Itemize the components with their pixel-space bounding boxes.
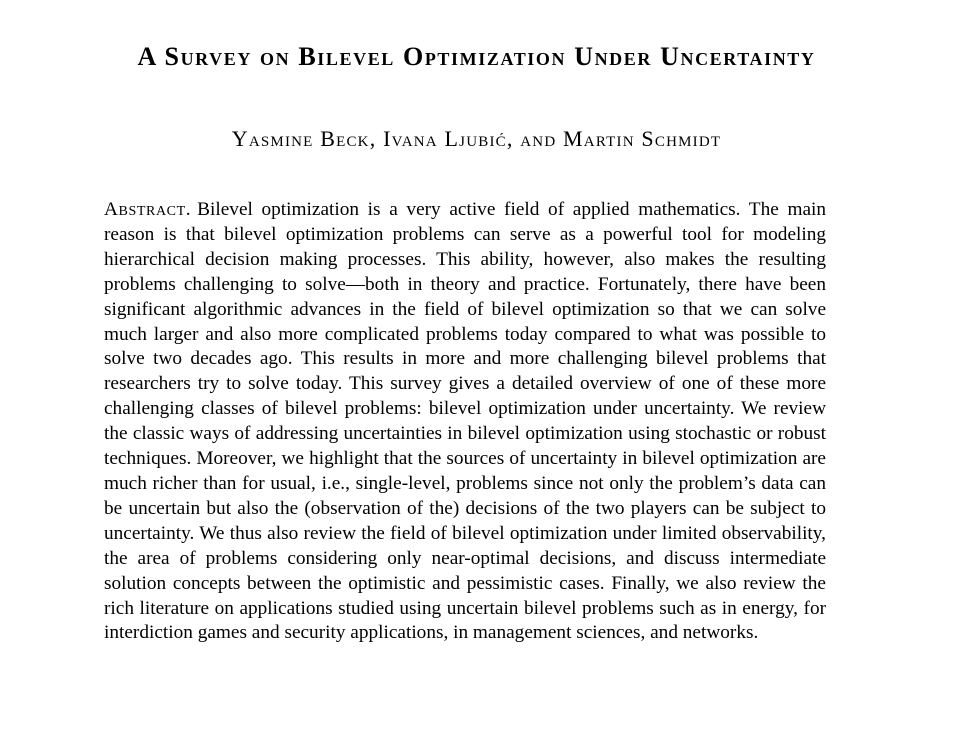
abstract-text: Bilevel optimization is a very active field of applied mathematics. The main reason is that bilevel optimization problems can serve as a powerful tool for modeling hierarchical decision making processes. This ability, however, also makes the resulting problems challenging to solve—both in theory and practice. Fortunately, there have been significant algorithmic advances in the field of bilevel optimization so that we can solve much larger and also more complicated problems today compared to what was possible to solve two decades ago. This results in more and more challenging bilevel problems that researchers try to solve today. This survey gives a detailed overview of one of these more challenging classes of bilevel problems: bilevel optimization under uncertainty. We review the classic ways of addressing uncertainties in bilevel optimization using stochastic or robust techniques. Moreover, we highlight that the sources of uncertainty in bilevel optimization are much richer than for usual, i.e., single-level, problems since not only the problem’s data can be uncertain but also the (observation of the) decisions of the two players can be subject to uncertainty. We thus also review the field of bilevel optimization under limited observability, the area of problems considering only near-optimal decisions, and discuss intermediate solution concepts between the optimistic and pessimistic cases. Finally, we also review the rich literature on applications studied using uncertain bilevel problems such as in energy, for interdiction games and security applications, in management sciences, and networks. xyxy=(104,199,826,644)
abstract xyxy=(104,198,826,646)
paper-title: A Survey on Bilevel Optimization Under Uncertainty xyxy=(137,42,816,71)
abstract-label: Abstract. xyxy=(104,199,192,220)
author-list: Yasmine Beck, Ivana Ljubić, and Martin Schmidt xyxy=(231,126,722,151)
